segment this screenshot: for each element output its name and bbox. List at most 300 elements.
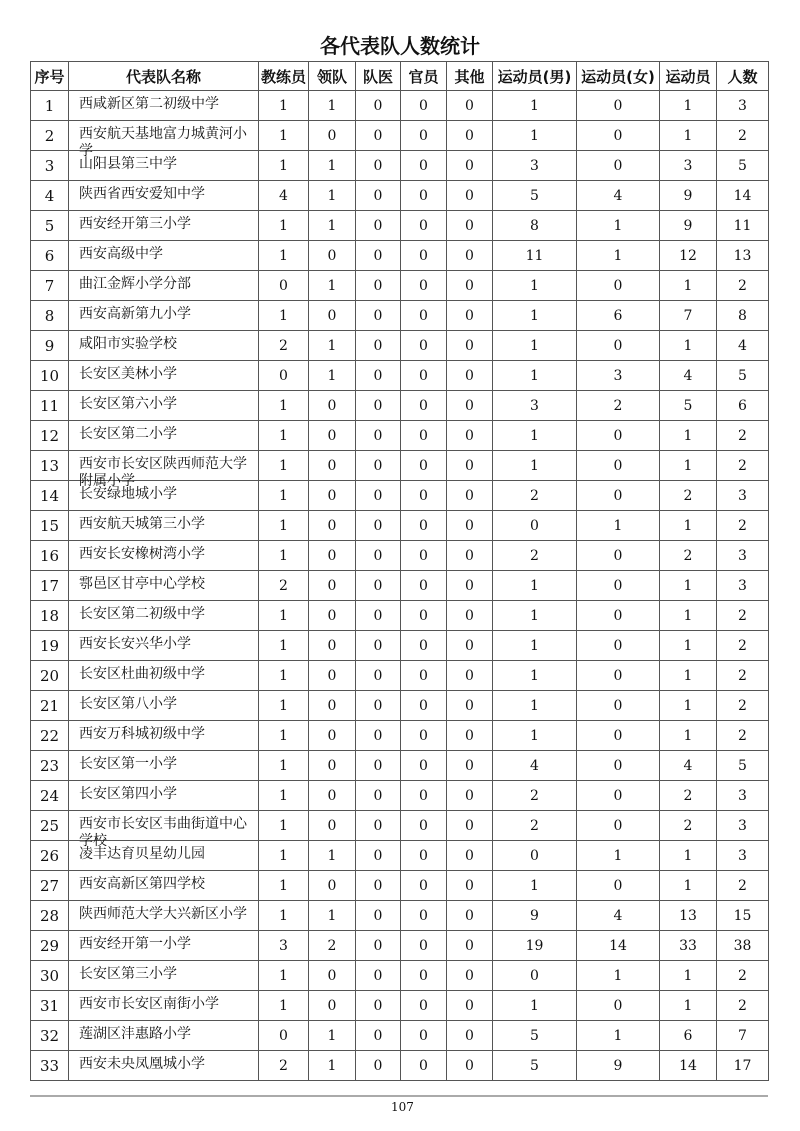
cell-leader: 1 bbox=[309, 1021, 356, 1051]
cell-official: 0 bbox=[401, 841, 447, 871]
cell-athlete-male: 3 bbox=[493, 391, 577, 421]
cell-athlete-male: 2 bbox=[493, 481, 577, 511]
cell-other: 0 bbox=[447, 211, 493, 241]
cell-other: 0 bbox=[447, 991, 493, 1021]
cell-official: 0 bbox=[401, 661, 447, 691]
cell-team-name bbox=[69, 931, 259, 961]
cell-athlete-male: 5 bbox=[493, 1051, 577, 1081]
cell-leader: 0 bbox=[309, 661, 356, 691]
table-row bbox=[31, 781, 769, 811]
cell-leader: 0 bbox=[309, 451, 356, 481]
cell-seq: 4 bbox=[31, 181, 69, 211]
team-statistics-table bbox=[30, 61, 769, 1081]
cell-doctor: 0 bbox=[356, 691, 401, 721]
cell-athlete-female: 0 bbox=[577, 451, 660, 481]
column-header-athlete-female: 运动员(女) bbox=[577, 62, 660, 91]
header-row bbox=[31, 62, 769, 91]
cell-athlete-total: 1 bbox=[660, 961, 717, 991]
cell-headcount: 11 bbox=[717, 211, 769, 241]
table-row bbox=[31, 451, 769, 481]
cell-doctor: 0 bbox=[356, 1051, 401, 1081]
cell-doctor: 0 bbox=[356, 211, 401, 241]
cell-official: 0 bbox=[401, 811, 447, 841]
cell-official: 0 bbox=[401, 241, 447, 271]
cell-athlete-total: 1 bbox=[660, 601, 717, 631]
cell-official: 0 bbox=[401, 721, 447, 751]
cell-coach: 1 bbox=[259, 841, 309, 871]
table-row bbox=[31, 181, 769, 211]
cell-other: 0 bbox=[447, 931, 493, 961]
cell-athlete-total: 1 bbox=[660, 721, 717, 751]
cell-headcount: 3 bbox=[717, 841, 769, 871]
cell-seq: 15 bbox=[31, 511, 69, 541]
team-name-text: 长安区第四小学 bbox=[79, 786, 177, 802]
cell-doctor: 0 bbox=[356, 271, 401, 301]
cell-leader: 0 bbox=[309, 991, 356, 1021]
cell-seq: 22 bbox=[31, 721, 69, 751]
cell-headcount: 2 bbox=[717, 991, 769, 1021]
cell-seq: 29 bbox=[31, 931, 69, 961]
cell-team-name bbox=[69, 1051, 259, 1081]
cell-other: 0 bbox=[447, 391, 493, 421]
cell-team-name bbox=[69, 661, 259, 691]
cell-athlete-male: 1 bbox=[493, 571, 577, 601]
cell-athlete-female: 0 bbox=[577, 421, 660, 451]
cell-headcount: 2 bbox=[717, 631, 769, 661]
cell-team-name bbox=[69, 271, 259, 301]
cell-other: 0 bbox=[447, 361, 493, 391]
cell-other: 0 bbox=[447, 751, 493, 781]
cell-official: 0 bbox=[401, 991, 447, 1021]
column-header-seq: 序号 bbox=[31, 62, 69, 91]
cell-seq: 7 bbox=[31, 271, 69, 301]
cell-headcount: 2 bbox=[717, 691, 769, 721]
cell-athlete-male: 1 bbox=[493, 871, 577, 901]
cell-other: 0 bbox=[447, 871, 493, 901]
cell-athlete-total: 7 bbox=[660, 301, 717, 331]
cell-leader: 1 bbox=[309, 151, 356, 181]
team-name-text: 西安长安兴华小学 bbox=[79, 636, 191, 652]
cell-athlete-female: 1 bbox=[577, 841, 660, 871]
team-name-text: 西安市长安区韦曲街道中心学校 bbox=[79, 816, 247, 849]
cell-leader: 0 bbox=[309, 871, 356, 901]
cell-leader: 0 bbox=[309, 421, 356, 451]
cell-other: 0 bbox=[447, 961, 493, 991]
cell-headcount: 2 bbox=[717, 421, 769, 451]
cell-athlete-female: 2 bbox=[577, 391, 660, 421]
team-name-text: 西安航天城第三小学 bbox=[79, 516, 205, 532]
cell-seq: 2 bbox=[31, 121, 69, 151]
cell-leader: 1 bbox=[309, 901, 356, 931]
cell-seq: 8 bbox=[31, 301, 69, 331]
cell-athlete-male: 5 bbox=[493, 1021, 577, 1051]
cell-coach: 1 bbox=[259, 541, 309, 571]
cell-other: 0 bbox=[447, 271, 493, 301]
team-name-text: 西咸新区第二初级中学 bbox=[79, 96, 219, 112]
cell-athlete-total: 13 bbox=[660, 901, 717, 931]
cell-team-name bbox=[69, 91, 259, 121]
cell-headcount: 7 bbox=[717, 1021, 769, 1051]
cell-coach: 1 bbox=[259, 121, 309, 151]
team-name-text: 长安区第二小学 bbox=[79, 426, 177, 442]
cell-leader: 1 bbox=[309, 331, 356, 361]
table-row bbox=[31, 751, 769, 781]
cell-team-name bbox=[69, 721, 259, 751]
cell-athlete-female: 0 bbox=[577, 661, 660, 691]
cell-team-name bbox=[69, 421, 259, 451]
page-title: 各代表队人数统计 bbox=[320, 34, 480, 58]
cell-athlete-female: 0 bbox=[577, 331, 660, 361]
cell-headcount: 2 bbox=[717, 871, 769, 901]
team-name-text: 西安高级中学 bbox=[79, 246, 163, 262]
cell-other: 0 bbox=[447, 661, 493, 691]
cell-team-name bbox=[69, 691, 259, 721]
cell-headcount: 2 bbox=[717, 271, 769, 301]
cell-athlete-male: 1 bbox=[493, 661, 577, 691]
cell-athlete-total: 2 bbox=[660, 781, 717, 811]
bottom-rule bbox=[30, 1095, 768, 1097]
cell-athlete-male: 0 bbox=[493, 511, 577, 541]
cell-athlete-male: 9 bbox=[493, 901, 577, 931]
cell-other: 0 bbox=[447, 721, 493, 751]
cell-headcount: 17 bbox=[717, 1051, 769, 1081]
cell-team-name bbox=[69, 151, 259, 181]
cell-athlete-total: 1 bbox=[660, 691, 717, 721]
cell-official: 0 bbox=[401, 391, 447, 421]
cell-other: 0 bbox=[447, 901, 493, 931]
cell-doctor: 0 bbox=[356, 241, 401, 271]
cell-seq: 23 bbox=[31, 751, 69, 781]
cell-official: 0 bbox=[401, 901, 447, 931]
cell-other: 0 bbox=[447, 151, 493, 181]
team-name-text: 西安未央凤凰城小学 bbox=[79, 1056, 205, 1072]
cell-headcount: 2 bbox=[717, 961, 769, 991]
cell-doctor: 0 bbox=[356, 901, 401, 931]
cell-coach: 1 bbox=[259, 961, 309, 991]
team-name-text: 西安市长安区陕西师范大学附属小学 bbox=[79, 456, 247, 489]
cell-leader: 0 bbox=[309, 301, 356, 331]
cell-official: 0 bbox=[401, 121, 447, 151]
cell-headcount: 3 bbox=[717, 91, 769, 121]
table-row bbox=[31, 961, 769, 991]
cell-team-name bbox=[69, 361, 259, 391]
cell-other: 0 bbox=[447, 781, 493, 811]
table-row bbox=[31, 421, 769, 451]
cell-official: 0 bbox=[401, 871, 447, 901]
cell-doctor: 0 bbox=[356, 301, 401, 331]
cell-official: 0 bbox=[401, 481, 447, 511]
cell-headcount: 2 bbox=[717, 451, 769, 481]
cell-headcount: 5 bbox=[717, 751, 769, 781]
cell-other: 0 bbox=[447, 241, 493, 271]
cell-athlete-female: 0 bbox=[577, 811, 660, 841]
cell-athlete-male: 2 bbox=[493, 811, 577, 841]
cell-leader: 0 bbox=[309, 391, 356, 421]
table-row bbox=[31, 841, 769, 871]
cell-athlete-total: 9 bbox=[660, 181, 717, 211]
cell-coach: 2 bbox=[259, 1051, 309, 1081]
cell-athlete-total: 2 bbox=[660, 481, 717, 511]
cell-team-name bbox=[69, 631, 259, 661]
table-row bbox=[31, 271, 769, 301]
cell-official: 0 bbox=[401, 601, 447, 631]
cell-headcount: 13 bbox=[717, 241, 769, 271]
cell-doctor: 0 bbox=[356, 1021, 401, 1051]
cell-headcount: 8 bbox=[717, 301, 769, 331]
cell-coach: 0 bbox=[259, 361, 309, 391]
cell-other: 0 bbox=[447, 421, 493, 451]
cell-athlete-female: 0 bbox=[577, 691, 660, 721]
cell-seq: 18 bbox=[31, 601, 69, 631]
cell-leader: 0 bbox=[309, 241, 356, 271]
cell-athlete-male: 1 bbox=[493, 421, 577, 451]
cell-leader: 1 bbox=[309, 181, 356, 211]
cell-leader: 1 bbox=[309, 91, 356, 121]
cell-seq: 12 bbox=[31, 421, 69, 451]
team-name-text: 长安区第二初级中学 bbox=[79, 606, 205, 622]
cell-athlete-total: 4 bbox=[660, 751, 717, 781]
cell-coach: 1 bbox=[259, 661, 309, 691]
cell-athlete-male: 1 bbox=[493, 271, 577, 301]
team-name-text: 西安航天基地富力城黄河小学 bbox=[79, 126, 247, 159]
cell-seq: 27 bbox=[31, 871, 69, 901]
cell-headcount: 2 bbox=[717, 121, 769, 151]
cell-doctor: 0 bbox=[356, 721, 401, 751]
team-name-text: 咸阳市实验学校 bbox=[79, 336, 177, 352]
team-name-text: 西安万科城初级中学 bbox=[79, 726, 205, 742]
cell-official: 0 bbox=[401, 181, 447, 211]
cell-official: 0 bbox=[401, 541, 447, 571]
cell-doctor: 0 bbox=[356, 391, 401, 421]
cell-leader: 0 bbox=[309, 511, 356, 541]
cell-athlete-male: 5 bbox=[493, 181, 577, 211]
team-name-text: 凌丰达育贝星幼儿园 bbox=[79, 846, 205, 862]
cell-seq: 5 bbox=[31, 211, 69, 241]
cell-coach: 1 bbox=[259, 451, 309, 481]
table-row bbox=[31, 391, 769, 421]
table-row bbox=[31, 991, 769, 1021]
cell-doctor: 0 bbox=[356, 811, 401, 841]
cell-coach: 1 bbox=[259, 991, 309, 1021]
cell-athlete-total: 1 bbox=[660, 631, 717, 661]
cell-other: 0 bbox=[447, 511, 493, 541]
cell-other: 0 bbox=[447, 481, 493, 511]
cell-team-name bbox=[69, 811, 259, 849]
cell-seq: 24 bbox=[31, 781, 69, 811]
cell-seq: 21 bbox=[31, 691, 69, 721]
cell-coach: 1 bbox=[259, 421, 309, 451]
cell-headcount: 2 bbox=[717, 721, 769, 751]
cell-team-name bbox=[69, 511, 259, 541]
column-header-team-name: 代表队名称 bbox=[69, 62, 259, 91]
cell-doctor: 0 bbox=[356, 331, 401, 361]
cell-athlete-male: 0 bbox=[493, 961, 577, 991]
cell-official: 0 bbox=[401, 301, 447, 331]
cell-seq: 1 bbox=[31, 91, 69, 121]
cell-athlete-total: 1 bbox=[660, 991, 717, 1021]
cell-seq: 30 bbox=[31, 961, 69, 991]
cell-seq: 9 bbox=[31, 331, 69, 361]
cell-leader: 0 bbox=[309, 961, 356, 991]
cell-athlete-total: 1 bbox=[660, 841, 717, 871]
team-name-text: 陕西师范大学大兴新区小学 bbox=[79, 906, 247, 922]
table-row bbox=[31, 811, 769, 841]
cell-official: 0 bbox=[401, 571, 447, 601]
cell-doctor: 0 bbox=[356, 121, 401, 151]
cell-coach: 0 bbox=[259, 1021, 309, 1051]
cell-team-name bbox=[69, 601, 259, 631]
cell-leader: 0 bbox=[309, 811, 356, 841]
cell-athlete-female: 0 bbox=[577, 871, 660, 901]
cell-headcount: 3 bbox=[717, 481, 769, 511]
table-row bbox=[31, 871, 769, 901]
cell-doctor: 0 bbox=[356, 91, 401, 121]
cell-team-name bbox=[69, 751, 259, 781]
cell-coach: 1 bbox=[259, 151, 309, 181]
cell-coach: 1 bbox=[259, 601, 309, 631]
cell-athlete-male: 1 bbox=[493, 301, 577, 331]
cell-athlete-female: 0 bbox=[577, 121, 660, 151]
cell-coach: 1 bbox=[259, 721, 309, 751]
cell-athlete-total: 1 bbox=[660, 871, 717, 901]
cell-headcount: 3 bbox=[717, 541, 769, 571]
cell-coach: 1 bbox=[259, 751, 309, 781]
cell-athlete-male: 2 bbox=[493, 541, 577, 571]
cell-doctor: 0 bbox=[356, 631, 401, 661]
cell-doctor: 0 bbox=[356, 781, 401, 811]
team-name-text: 山阳县第三中学 bbox=[79, 156, 177, 172]
team-name-text: 西安市长安区南街小学 bbox=[79, 996, 219, 1012]
cell-athlete-female: 0 bbox=[577, 781, 660, 811]
cell-leader: 0 bbox=[309, 781, 356, 811]
table-row bbox=[31, 601, 769, 631]
cell-doctor: 0 bbox=[356, 361, 401, 391]
team-name-text: 长安区第六小学 bbox=[79, 396, 177, 412]
cell-team-name bbox=[69, 241, 259, 271]
cell-headcount: 2 bbox=[717, 661, 769, 691]
cell-athlete-total: 6 bbox=[660, 1021, 717, 1051]
cell-team-name bbox=[69, 1021, 259, 1051]
cell-official: 0 bbox=[401, 151, 447, 181]
cell-athlete-female: 0 bbox=[577, 721, 660, 751]
cell-leader: 0 bbox=[309, 601, 356, 631]
cell-athlete-male: 1 bbox=[493, 691, 577, 721]
cell-seq: 28 bbox=[31, 901, 69, 931]
cell-athlete-female: 0 bbox=[577, 751, 660, 781]
table-row bbox=[31, 241, 769, 271]
cell-athlete-male: 1 bbox=[493, 91, 577, 121]
cell-other: 0 bbox=[447, 841, 493, 871]
column-header-coach: 教练员 bbox=[259, 62, 309, 91]
table-row bbox=[31, 661, 769, 691]
team-name-text: 鄠邑区甘亭中心学校 bbox=[79, 576, 205, 592]
cell-seq: 20 bbox=[31, 661, 69, 691]
cell-athlete-total: 3 bbox=[660, 151, 717, 181]
cell-coach: 1 bbox=[259, 301, 309, 331]
table-row bbox=[31, 211, 769, 241]
team-name-text: 长安区美林小学 bbox=[79, 366, 177, 382]
cell-doctor: 0 bbox=[356, 481, 401, 511]
cell-official: 0 bbox=[401, 271, 447, 301]
column-header-official: 官员 bbox=[401, 62, 447, 91]
cell-leader: 0 bbox=[309, 481, 356, 511]
cell-team-name bbox=[69, 871, 259, 901]
cell-leader: 1 bbox=[309, 271, 356, 301]
cell-other: 0 bbox=[447, 691, 493, 721]
cell-athlete-female: 4 bbox=[577, 901, 660, 931]
cell-doctor: 0 bbox=[356, 421, 401, 451]
cell-headcount: 15 bbox=[717, 901, 769, 931]
column-header-other: 其他 bbox=[447, 62, 493, 91]
cell-athlete-total: 33 bbox=[660, 931, 717, 961]
cell-athlete-male: 1 bbox=[493, 121, 577, 151]
team-name-text: 西安高新区第四学校 bbox=[79, 876, 205, 892]
table-row bbox=[31, 721, 769, 751]
table-row bbox=[31, 361, 769, 391]
cell-athlete-female: 14 bbox=[577, 931, 660, 961]
cell-headcount: 3 bbox=[717, 811, 769, 841]
cell-official: 0 bbox=[401, 1051, 447, 1081]
cell-team-name bbox=[69, 541, 259, 571]
cell-athlete-female: 6 bbox=[577, 301, 660, 331]
cell-coach: 1 bbox=[259, 811, 309, 841]
cell-doctor: 0 bbox=[356, 751, 401, 781]
cell-official: 0 bbox=[401, 1021, 447, 1051]
table-row bbox=[31, 541, 769, 571]
cell-seq: 13 bbox=[31, 451, 69, 481]
cell-team-name bbox=[69, 211, 259, 241]
cell-seq: 19 bbox=[31, 631, 69, 661]
cell-other: 0 bbox=[447, 1021, 493, 1051]
cell-headcount: 3 bbox=[717, 781, 769, 811]
table-row bbox=[31, 571, 769, 601]
cell-coach: 1 bbox=[259, 391, 309, 421]
cell-seq: 33 bbox=[31, 1051, 69, 1081]
cell-athlete-total: 1 bbox=[660, 91, 717, 121]
team-name-text: 长安区第八小学 bbox=[79, 696, 177, 712]
cell-athlete-male: 4 bbox=[493, 751, 577, 781]
cell-doctor: 0 bbox=[356, 451, 401, 481]
cell-other: 0 bbox=[447, 811, 493, 841]
cell-official: 0 bbox=[401, 691, 447, 721]
cell-seq: 11 bbox=[31, 391, 69, 421]
table-row bbox=[31, 631, 769, 661]
cell-athlete-male: 1 bbox=[493, 721, 577, 751]
cell-athlete-female: 3 bbox=[577, 361, 660, 391]
table-row bbox=[31, 91, 769, 121]
cell-athlete-total: 2 bbox=[660, 811, 717, 841]
cell-other: 0 bbox=[447, 1051, 493, 1081]
cell-other: 0 bbox=[447, 181, 493, 211]
table-row bbox=[31, 1021, 769, 1051]
cell-athlete-female: 0 bbox=[577, 571, 660, 601]
cell-leader: 0 bbox=[309, 751, 356, 781]
cell-leader: 1 bbox=[309, 361, 356, 391]
cell-seq: 3 bbox=[31, 151, 69, 181]
cell-athlete-total: 5 bbox=[660, 391, 717, 421]
team-name-text: 长安区杜曲初级中学 bbox=[79, 666, 205, 682]
cell-doctor: 0 bbox=[356, 991, 401, 1021]
table-row bbox=[31, 301, 769, 331]
cell-seq: 17 bbox=[31, 571, 69, 601]
cell-coach: 1 bbox=[259, 631, 309, 661]
cell-athlete-total: 14 bbox=[660, 1051, 717, 1081]
team-name-text: 西安经开第三小学 bbox=[79, 216, 191, 232]
team-name-text: 西安长安橡树湾小学 bbox=[79, 546, 205, 562]
cell-seq: 14 bbox=[31, 481, 69, 511]
cell-athlete-female: 1 bbox=[577, 211, 660, 241]
cell-other: 0 bbox=[447, 541, 493, 571]
